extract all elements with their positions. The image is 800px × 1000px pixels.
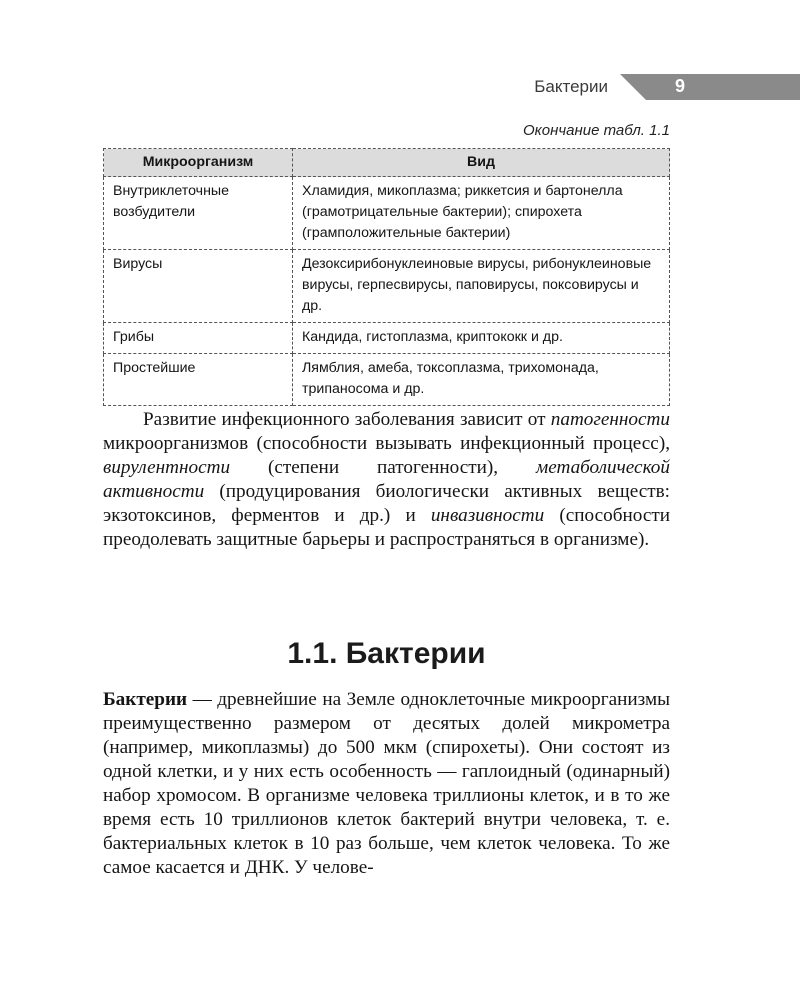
organism-cell: Вирусы: [104, 250, 293, 323]
organism-cell: Внутриклеточные возбудители: [104, 177, 293, 250]
page-number: 9: [674, 76, 685, 96]
running-title: Бактерии: [534, 77, 608, 96]
term-virulence: вирулентности: [103, 457, 231, 478]
table-row: [104, 354, 670, 406]
table-header-row: [104, 149, 670, 177]
column-header-microorganism: Микроорганизм: [104, 149, 293, 177]
types-cell: Хламидия, микоплазма; риккетсия и бартонелла (грамотрицательные бактерии); спирохета (грамположительные бактерии): [293, 177, 670, 250]
intro-text: (способности преодолевать защитные барьеры и распространяться в организме).: [103, 505, 670, 550]
microorganism-table: [103, 148, 670, 406]
term-bacteria: Бактерии: [103, 689, 188, 710]
types-cell: Дезоксирибонуклеиновые вирусы, рибонуклеиновые вирусы, герпесвирусы, паповирусы, поксовирусы и др.: [293, 250, 670, 323]
page-number-tab: [620, 74, 800, 100]
term-metabolic-activity: метаболической активности: [103, 457, 670, 502]
bacteria-text: — древнейшие на Земле одноклеточные микроорганизмы преимущественно размером от десятых долей микрометра (например, микоплазмы) до 500 мкм (спирохеты). Они состоят из одной клетки, и у них есть особенность — гаплоидный (одинарный) набор хромосом. В организме человека триллионы клеток, и в то же время есть 10 триллионов клеток бактерий внутри человека, т. е. бактериальных клеток в 10 раз больше, чем клеток человека. То же самое касается и ДНК. У челове-: [103, 689, 670, 878]
intro-text: (степени патогенности),: [230, 457, 536, 478]
column-header-type: Вид: [293, 149, 670, 177]
intro-paragraph: [103, 408, 670, 552]
table-caption: Окончание табл. 1.1: [523, 122, 670, 139]
organism-cell: Грибы: [104, 323, 293, 354]
intro-text: Развитие инфекционного заболевания зависит от: [143, 409, 551, 430]
term-invasiveness: инвазивности: [430, 505, 545, 526]
term-pathogenicity: патогенности: [550, 409, 670, 430]
types-cell: Кандида, гистоплазма, криптококк и др.: [293, 323, 670, 354]
organism-cell: Простейшие: [104, 354, 293, 406]
table-row: [104, 250, 670, 323]
running-header: [0, 74, 800, 102]
section-heading: 1.1. Бактерии: [287, 637, 486, 670]
intro-text: (продуцирования биологически активных веществ: экзотоксинов, ферментов и др.) и: [103, 481, 670, 526]
table-row: [104, 323, 670, 354]
intro-text: микроорганизмов (способности вызывать инфекционный процесс),: [103, 433, 670, 454]
page-tab-shape: [620, 74, 800, 100]
bacteria-paragraph: [103, 688, 670, 880]
table-row: [104, 177, 670, 250]
types-cell: Лямблия, амеба, токсоплазма, трихомонада, трипаносома и др.: [293, 354, 670, 406]
